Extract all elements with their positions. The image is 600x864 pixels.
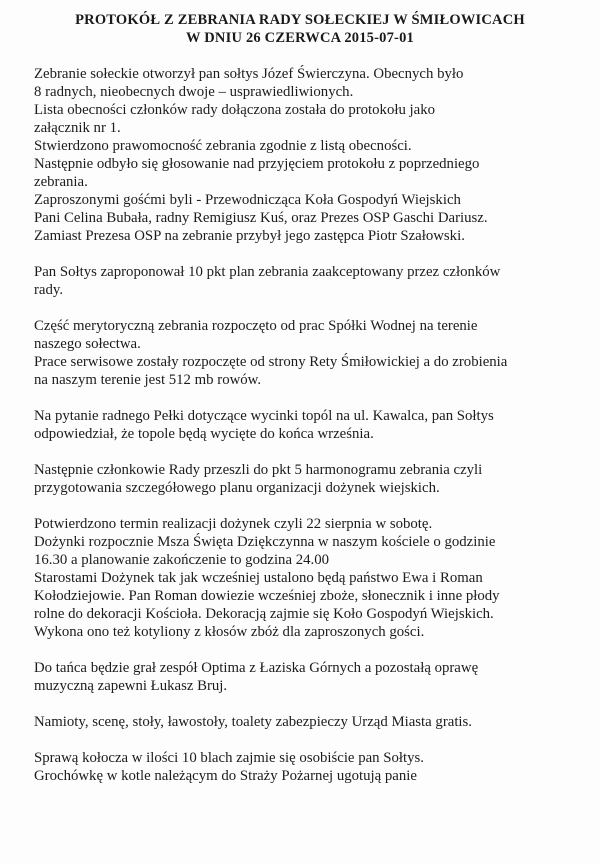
text-line: Stwierdzono prawomocność zebrania zgodnie z listą obecności. (34, 138, 412, 154)
text-line: Następnie członkowie Rady przeszli do pkt 5 harmonogramu zebrania czyli (34, 462, 483, 478)
paragraph-music (34, 659, 582, 695)
paragraph-harvest-details (34, 515, 582, 641)
text-line: Dożynki rozpocznie Msza Święta Dziękczynna w naszym kościele o godzinie (34, 534, 496, 550)
text-line: Zebranie sołeckie otworzył pan sołtys Józef Świerczyna. Obecnych było (34, 66, 464, 82)
text-line: naszego sołectwa. (34, 336, 141, 352)
text-line: Namioty, scenę, stoły, ławostoły, toalety zabezpieczy Urząd Miasta gratis. (34, 714, 473, 730)
text-line: Pan Sołtys zaproponował 10 pkt plan zebrania zaakceptowany przez członków (34, 264, 501, 280)
paragraph-food (34, 749, 582, 785)
text-line: 16.30 a planowanie zakończenie to godzina 24.00 (34, 552, 330, 568)
text-line: Lista obecności członków rady dołączona została do protokołu jako (34, 102, 436, 118)
text-line: Część merytoryczną zebrania rozpoczęto od prac Spółki Wodnej na terenie (34, 318, 478, 334)
text-line: Następnie odbyło się głosowanie nad przyjęciem protokołu z poprzedniego (34, 156, 480, 172)
text-line: Starostami Dożynek tak jak wcześniej ustalono będą państwo Ewa i Roman (34, 570, 483, 586)
document-body (34, 65, 582, 803)
text-line: Wykona ono też kotyliony z kłosów zbóż dla zaproszonych gości. (34, 624, 425, 640)
text-line: Grochówkę w kotle należącym do Straży Pożarnej ugotują panie (34, 768, 417, 784)
text-line: Potwierdzono termin realizacji dożynek czyli 22 sierpnia w sobotę. (34, 516, 433, 532)
paragraph-agenda (34, 263, 582, 299)
text-line: Pani Celina Bubała, radny Remigiusz Kuś, oraz Prezes OSP Gaschi Dariusz. (34, 210, 488, 226)
paragraph-harvest-plan (34, 461, 582, 497)
text-line: Sprawą kołocza w ilości 10 blach zajmie się osobiście pan Sołtys. (34, 750, 424, 766)
paragraph-water-company (34, 317, 582, 389)
paragraph-opening (34, 65, 582, 245)
text-line: zebrania. (34, 174, 88, 190)
text-line: rady. (34, 282, 64, 298)
text-line: na naszym terenie jest 512 mb rowów. (34, 372, 262, 388)
document-title-line-2: W DNIU 26 CZERWCA 2015-07-01 (186, 30, 414, 46)
text-line: muzyczną zapewni Łukasz Bruj. (34, 678, 228, 694)
text-line: Zamiast Prezesa OSP na zebranie przybył jego zastępca Piotr Szałowski. (34, 228, 465, 244)
text-line: Zaproszonymi gośćmi byli - Przewodnicząca Koła Gospodyń Wiejskich (34, 192, 461, 208)
text-line: Do tańca będzie grał zespół Optima z Łaziska Górnych a pozostałą oprawę (34, 660, 479, 676)
text-line: odpowiedział, że topole będą wycięte do końca września. (34, 426, 374, 442)
text-line: Na pytanie radnego Pełki dotyczące wycinki topól na ul. Kawalca, pan Sołtys (34, 408, 494, 424)
text-line: Prace serwisowe zostały rozpoczęte od strony Rety Śmiłowickiej a do zrobienia (34, 354, 508, 370)
text-line: rolne do dekoracji Kościoła. Dekoracją zajmie się Koło Gospodyń Wiejskich. (34, 606, 494, 622)
paragraph-tents (34, 713, 582, 731)
text-line: załącznik nr 1. (34, 120, 121, 136)
text-line: przygotowania szczegółowego planu organizacji dożynek wiejskich. (34, 480, 440, 496)
text-line: 8 radnych, nieobecnych dwoje – usprawiedliwionych. (34, 84, 354, 100)
text-line: Kołodziejowie. Pan Roman dowiezie wcześniej zboże, słonecznik i inne płody (34, 588, 500, 604)
paragraph-poplars (34, 407, 582, 443)
document-title-line-1: PROTOKÓŁ Z ZEBRANIA RADY SOŁECKIEJ W ŚMIŁOWICACH (75, 12, 525, 28)
